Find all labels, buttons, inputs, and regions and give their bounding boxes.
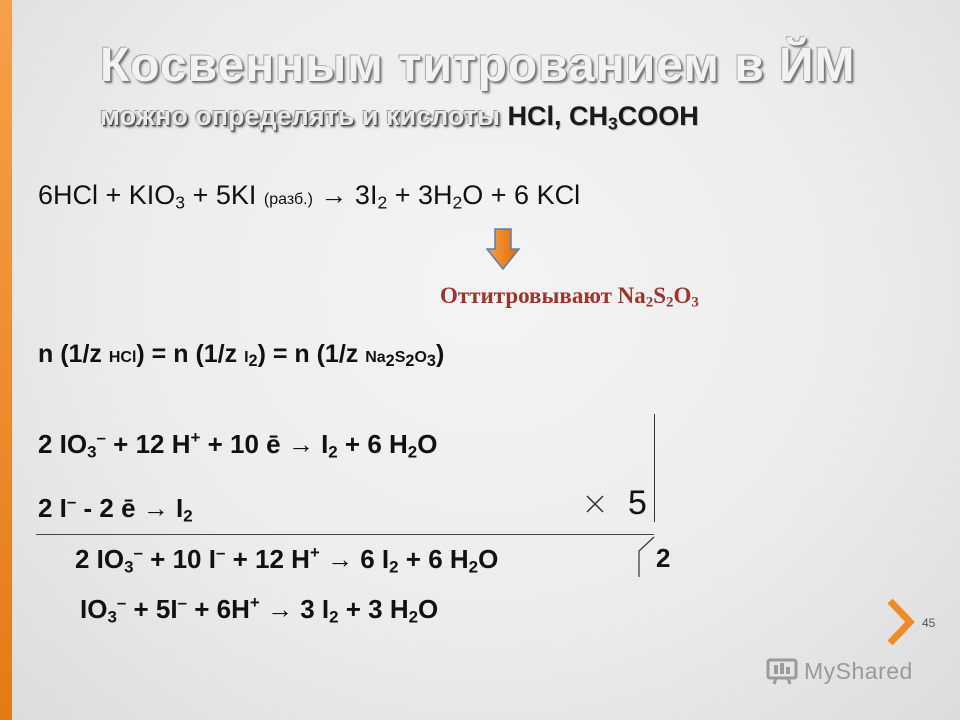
equivalence-equation: n (1/z HCl) = n (1/z $I_2) = n$ (1/z $Na_2S_2O_3$) <box>38 340 445 371</box>
dilute-note: (разб.) <box>263 191 313 208</box>
vertical-divider <box>654 414 655 522</box>
chevron-right-icon[interactable] <box>886 598 916 646</box>
watermark-text: MyShared <box>804 657 913 684</box>
half-reaction-iodate: 2 $IO_3^- + 12$ H+ + 10 ē → $I_2 + 6$ $H_2O$ <box>38 428 438 462</box>
equation-reaction: $6HCl + KIO_3 + 5KI$ (разб.) → $3I_2 + 3H_2O + 6$ KCl <box>38 180 581 213</box>
slide-title: Косвенным титрованием в ЙМ <box>100 39 856 92</box>
multiplier-5: 5 <box>628 484 647 522</box>
subtitle-acids: HCl, $CH_3COOH$ <box>507 101 699 134</box>
final-equation: $IO_3^- + 5I^- + 6H^+ \to 3$ $I_2 + 3$ $H_2O$ <box>80 593 439 627</box>
half-reaction-iodide: 2 I– - 2 ē → $I_2$ <box>38 492 193 526</box>
multiplier-2: 2 <box>656 543 671 573</box>
down-arrow-icon <box>486 228 520 270</box>
page-number: 45 <box>922 616 936 630</box>
combined-equation: 2 $IO_3^- + 10$ I– + 12 H+ → 6 $I_2 + 6$ $H_2O$ <box>75 543 499 577</box>
myshared-logo-icon <box>766 656 798 686</box>
multiply-icon <box>585 494 605 514</box>
subtitle-text: можно определять и кислоты <box>100 101 508 131</box>
horizontal-divider <box>36 534 654 535</box>
slide-subtitle <box>100 101 699 134</box>
titrant-label: Оттитровывают $Na_2S_2O_3$ <box>440 283 699 311</box>
slash-divider-icon <box>636 535 656 579</box>
watermark <box>766 656 913 686</box>
left-accent-bar <box>0 0 12 720</box>
